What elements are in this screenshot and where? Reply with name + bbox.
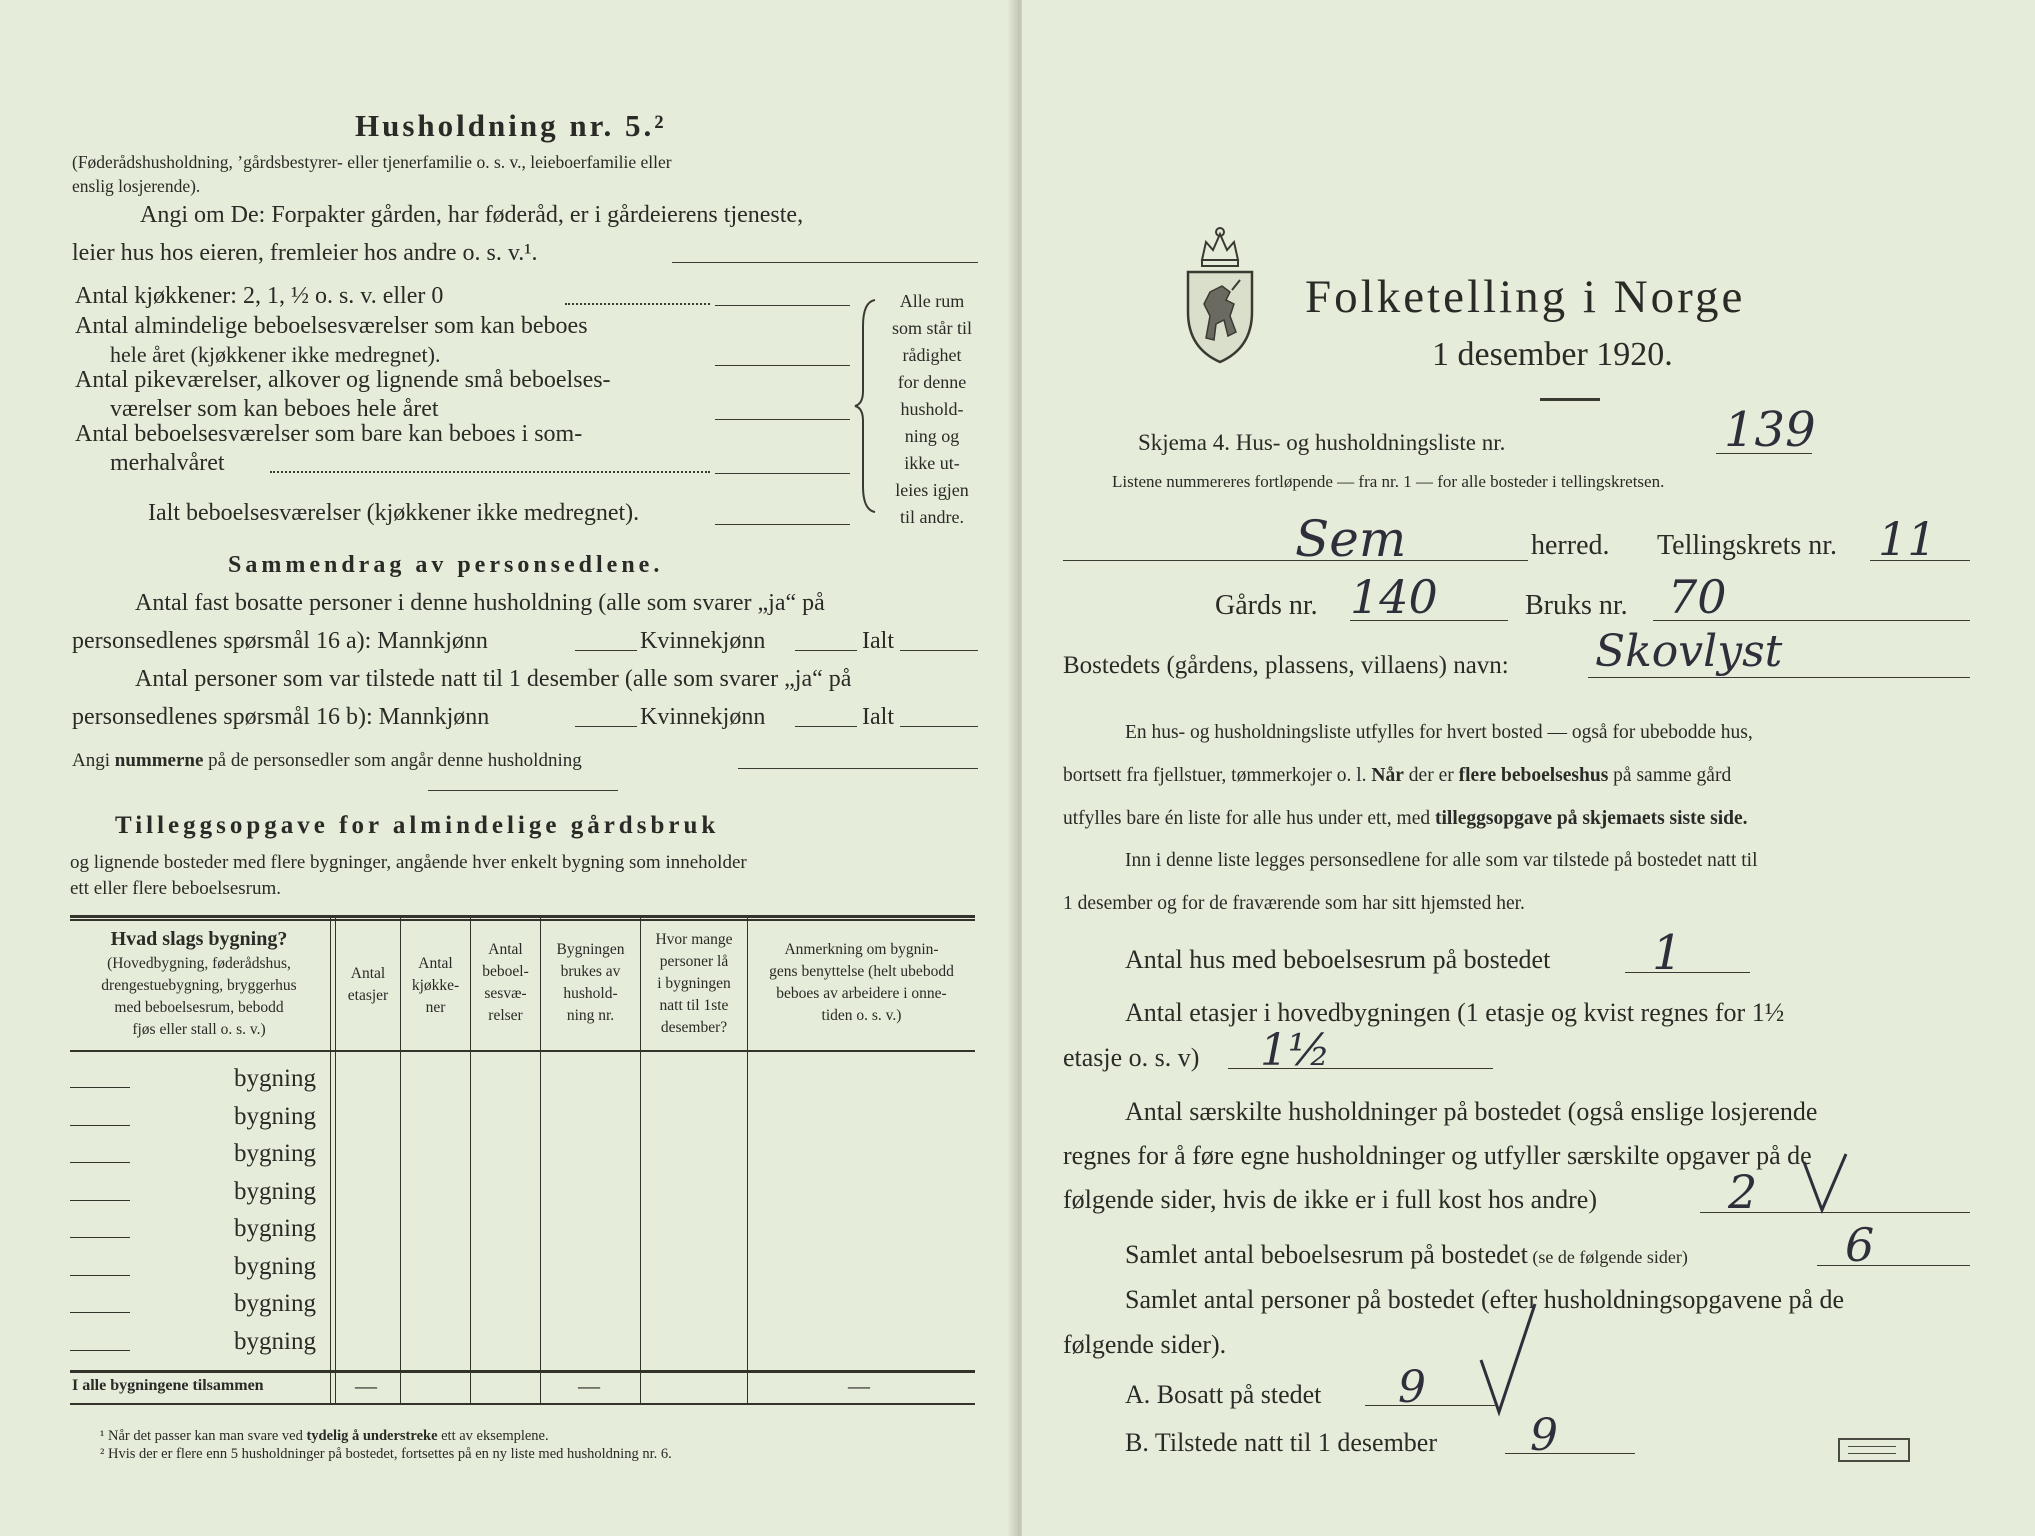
bosted-label: Bostedets (gårdens, plassens, villaens) navn: [1063,652,1509,679]
table-row-blank[interactable] [70,1350,130,1351]
census-title: Folketelling i Norge [1305,271,1746,323]
instructions-3-b: tilleggsopgave på skjemaets siste side. [1435,808,1748,829]
rooms-brace [853,296,881,516]
bruks-value[interactable]: 70 [1668,570,1727,624]
table-header-line: Anmerkning om bygnin- [784,941,939,958]
table-header-household-no [541,939,640,1027]
hus-value[interactable]: 1 [1652,925,1683,981]
table-row-label: bygning [234,1328,316,1355]
table-row-label: bygning [234,1290,316,1317]
table-header-line: gens benyttelse (helt ubebodd [769,963,954,980]
printer-stamp-icon [1838,1438,1910,1462]
table-header-remarks [748,939,975,1027]
table-header-line: tiden o. s. v.) [821,1007,902,1024]
rooms-note-line: til andre. [900,507,964,527]
tellingskrets-value[interactable]: 11 [1878,512,1937,566]
summary-fast-1: Antal fast bosatte personer i denne husholdning (alle som svarer „ja“ på [135,590,825,616]
instructions-3-a: utfylles bare én liste for alle hus under ett, med [1063,808,1436,829]
fast-female-line[interactable] [795,650,857,651]
beboelsesrum-line[interactable] [1817,1265,1970,1266]
table-row-label: bygning [234,1103,316,1130]
table-header-line: brukes av [560,963,621,980]
norwegian-coat-of-arms-icon [1180,220,1260,370]
table-header-line: beboes av arbeidere i onne- [776,985,947,1002]
schema-number-value[interactable]: 139 [1724,402,1816,458]
herred-value[interactable]: Sem [1295,510,1407,568]
rooms-note-line: rådighet [902,345,962,365]
footnote-1-b: tydelig å understreke [306,1428,438,1444]
hus-line[interactable] [1625,972,1750,973]
instructions-2-d: flere beboelseshus [1458,765,1609,786]
ask-text-2: leier hus hos eieren, fremleier hos andre o. s. v.¹. [72,240,538,266]
person-numbers-text-a: Angi [72,750,115,771]
rooms-note-line: Alle rum [899,291,965,311]
table-header-line: Hvad slags bygning? [110,928,288,950]
table-header-floors [336,963,400,1007]
fast-total-label: Ialt [862,628,894,654]
table-header-line: natt til 1ste [659,997,729,1014]
bosted-line[interactable] [1588,677,1970,678]
etasjer-value[interactable]: 1½ [1260,1025,1331,1076]
household-intro-1: (Føderådshusholdning, ’gårdsbestyrer- eller tjenerfamilie o. s. v., leieboerfamilie eller [72,152,672,172]
rooms-note-line: ikke ut- [904,453,960,473]
total-rooms-answer-line[interactable] [715,524,850,525]
tilstede-total-line[interactable] [900,726,978,727]
rooms-note-line: for denne [897,372,967,392]
bosatt-value[interactable]: 9 [1398,1362,1426,1413]
person-numbers-text-b: nummerne [114,750,204,771]
summer-rooms-label-1: Antal beboelsesværelser som bare kan beboes i som- [75,421,583,447]
rooms-note-line: som står til [892,318,972,338]
table-header-line: hushold- [563,985,618,1002]
tilstede-line[interactable] [1505,1453,1635,1454]
table-header-line: relser [488,1007,523,1024]
table-row-blank[interactable] [70,1162,130,1163]
tilstede-female-label: Kvinnekjønn [640,704,766,730]
summer-rooms-answer-line[interactable] [715,473,850,474]
table-row-blank[interactable] [70,1087,130,1088]
ask-text-1: Angi om De: Forpakter gården, har føderåd, er i gårdeierens tjeneste, [140,202,804,228]
instructions-5: 1 desember og for de fraværende som har sitt hjemsted her. [1063,893,1525,914]
person-numbers-text-c: på de personsedler som angår denne husholdning [203,750,582,771]
footnote-1-c: ett av eksemplene. [437,1428,549,1444]
herred-label: herred. [1531,530,1610,561]
table-header-line: fjøs eller stall o. s. v.) [132,1021,266,1038]
title-divider [1540,398,1600,401]
table-total-rule [70,1370,975,1373]
building-table [70,915,975,1405]
rooms-note [882,288,982,531]
table-header-rooms [471,939,540,1027]
bosatt-label: A. Bosatt på stedet [1125,1380,1322,1409]
table-header-line: Hvor mange [655,931,733,948]
beboelsesrum-text: Samlet antal beboelsesrum på bostedet [1125,1240,1528,1269]
gards-label: Gårds nr. [1215,590,1318,621]
household-title: Husholdning nr. 5.² [355,108,667,143]
table-header-line: Antal [418,955,453,972]
beboelsesrum-note: (se de følgende sider) [1527,1247,1688,1267]
hus-label: Antal hus med beboelsesrum på bostedet [1125,945,1551,974]
table-header-line: beboel- [482,963,529,980]
table-header-line: Bygningen [556,941,625,958]
ordinary-rooms-label-1: Antal almindelige beboelsesværelser som kan beboes [75,313,588,339]
table-row-blank[interactable] [70,1125,130,1126]
beboelsesrum-value[interactable]: 6 [1845,1218,1875,1272]
instructions-1: En hus- og husholdningsliste utfylles for hvert bosted — også for ubebodde hus, [1125,722,1753,743]
table-header-line: ner [425,999,446,1016]
husholdninger-label-2: regnes for å føre egne husholdninger og utfyller særskilte opgaver på de [1063,1141,1812,1170]
instructions-2-e: på samme gård [1608,765,1732,786]
rooms-note-line: hushold- [900,399,964,419]
table-header-line: i bygningen [657,975,731,992]
table-header-line: ning nr. [566,1007,615,1024]
table-header-line: Antal [488,941,523,958]
table-header-line: (Hovedbygning, føderådshus, [107,955,291,972]
summer-rooms-label-2: merhalvåret [110,450,225,476]
table-header-line: drengestuebygning, bryggerhus [101,977,297,994]
kitchens-answer-line[interactable] [715,305,850,306]
tilstede-female-line[interactable] [795,726,857,727]
beboelsesrum-label [1125,1240,1688,1270]
total-rooms-label: Ialt beboelsesværelser (kjøkkener ikke medregnet). [148,500,640,526]
fast-total-line[interactable] [900,650,978,651]
tilstede-label: B. Tilstede natt til 1 desember [1125,1428,1437,1457]
table-row-label: bygning [234,1253,316,1280]
kitchens-dots [565,303,710,305]
footnote-1-a: ¹ Når det passer kan man svare ved [100,1428,307,1444]
personer-label-2: følgende sider). [1063,1330,1227,1359]
instructions-2-b: Når [1371,765,1404,786]
table-header-building-type [70,925,328,1041]
rooms-note-line: leies igjen [895,480,969,500]
table-header-line: Antal [350,965,386,982]
table-row-label: bygning [234,1140,316,1167]
gards-value[interactable]: 140 [1350,570,1438,624]
tilstede-value[interactable]: 9 [1530,1410,1558,1461]
etasjer-label-2: etasje o. s. v) [1063,1043,1200,1072]
table-header-rule [70,1050,975,1052]
table-top-rule [70,915,975,918]
etasjer-label-1: Antal etasjer i hovedbygningen (1 etasje og kvist regnes for 1½ [1125,998,1785,1027]
table-top-rule-2 [70,919,975,921]
check-mark-icon [1475,1300,1545,1420]
tellingskrets-label: Tellingskrets nr. [1657,530,1838,561]
ask-answer-line[interactable] [672,262,978,263]
summary-fast-2: personsedlenes spørsmål 16 a): Mannkjønn [72,628,488,654]
table-bottom-rule [70,1403,975,1405]
bruks-label: Bruks nr. [1525,590,1628,621]
check-mark-icon [1800,1150,1850,1216]
household-intro-2: enslig losjerende). [72,176,201,196]
bosted-value[interactable]: Skovlyst [1595,626,1783,677]
instructions-2-c: der er [1403,765,1459,786]
table-header-line: personer lå [659,953,729,970]
table-total-dash: — [848,1373,870,1398]
person-numbers-line[interactable] [738,768,978,769]
table-total-label: I alle bygningene tilsammen [72,1377,264,1394]
table-row-label: bygning [234,1178,316,1205]
left-page [0,0,1015,1536]
footnote-2: ² Hvis der er flere enn 5 husholdninger på bostedet, fortsettes på en ny liste med husholdning nr. 6. [100,1446,672,1462]
table-header-line: sesvæ- [484,985,527,1002]
maid-rooms-label-2: værelser som kan beboes hele året [110,396,439,422]
table-row-label: bygning [234,1065,316,1092]
table-header-kitchens [401,953,470,1019]
instructions-4: Inn i denne liste legges personsedlene for alle som var tilstede på bostedet natt til [1125,850,1758,871]
summary-tilstede-2: personsedlenes spørsmål 16 b): Mannkjønn [72,704,490,730]
instructions-2 [1063,765,1731,787]
summary-tilstede-1: Antal personer som var tilstede natt til 1 desember (alle som svarer „ja“ på [135,666,852,692]
fast-female-label: Kvinnekjønn [640,628,766,654]
table-row-label: bygning [234,1215,316,1242]
table-col-line [330,915,331,1403]
numbering-note: Listene nummereres fortløpende — fra nr. 1 — for alle bosteder i tellingskretsen. [1112,472,1665,491]
tilstede-total-label: Ialt [862,704,894,730]
personer-label-1: Samlet antal personer på bostedet (efter husholdningsopgavene på de [1125,1285,1845,1314]
table-header-line: med beboelsesrum, bebodd [114,999,284,1016]
maid-rooms-answer-line[interactable] [715,419,850,420]
bosatt-line[interactable] [1365,1405,1495,1406]
kitchens-label: Antal kjøkkener: 2, 1, ½ o. s. v. eller 0 [75,283,444,309]
rooms-note-line: ning og [904,426,960,446]
table-header-line: etasjer [347,987,389,1004]
schema-label: Skjema 4. Hus- og husholdningsliste nr. [1138,430,1506,455]
ordinary-rooms-label-2: hele året (kjøkkener ikke medregnet). [110,342,441,367]
ordinary-rooms-answer-line[interactable] [715,365,850,366]
table-total-dash: — [355,1373,377,1398]
table-header-line: kjøkke- [411,977,460,994]
table-row-blank[interactable] [70,1200,130,1201]
table-row-blank[interactable] [70,1237,130,1238]
census-date: 1 desember 1920. [1432,336,1673,373]
supplement-sub-1: og lignende bosteder med flere bygninger, angående hver enkelt bygning som inneholder [70,852,747,873]
instructions-3 [1063,808,1748,830]
table-header-line: desember? [660,1019,728,1036]
tilstede-male-line[interactable] [575,726,637,727]
husholdninger-value[interactable]: 2 [1728,1165,1758,1219]
supplement-title: Tilleggsopgave for almindelige gårdsbruk [115,812,720,839]
table-row-blank[interactable] [70,1312,130,1313]
table-row-blank[interactable] [70,1275,130,1276]
footnote-1 [100,1428,549,1445]
summary-title: Sammendrag av personsedlene. [228,552,664,578]
husholdninger-label-1: Antal særskilte husholdninger på bostedet (også enslige losjerende [1125,1097,1818,1126]
table-header-persons [641,929,747,1039]
instructions-2-a: bortsett fra fjellstuer, tømmerkojer o. l. [1063,765,1372,786]
summer-rooms-dots [270,471,710,473]
maid-rooms-label-1: Antal pikeværelser, alkover og lignende små beboelses- [75,367,611,393]
section-divider [428,790,618,791]
table-total-dash: — [578,1373,600,1398]
person-numbers-label [72,750,582,772]
supplement-sub-2: ett eller flere beboelsesrum. [70,878,282,899]
husholdninger-label-3: følgende sider, hvis de ikke er i full kost hos andre) [1063,1185,1597,1214]
fast-male-line[interactable] [575,650,637,651]
